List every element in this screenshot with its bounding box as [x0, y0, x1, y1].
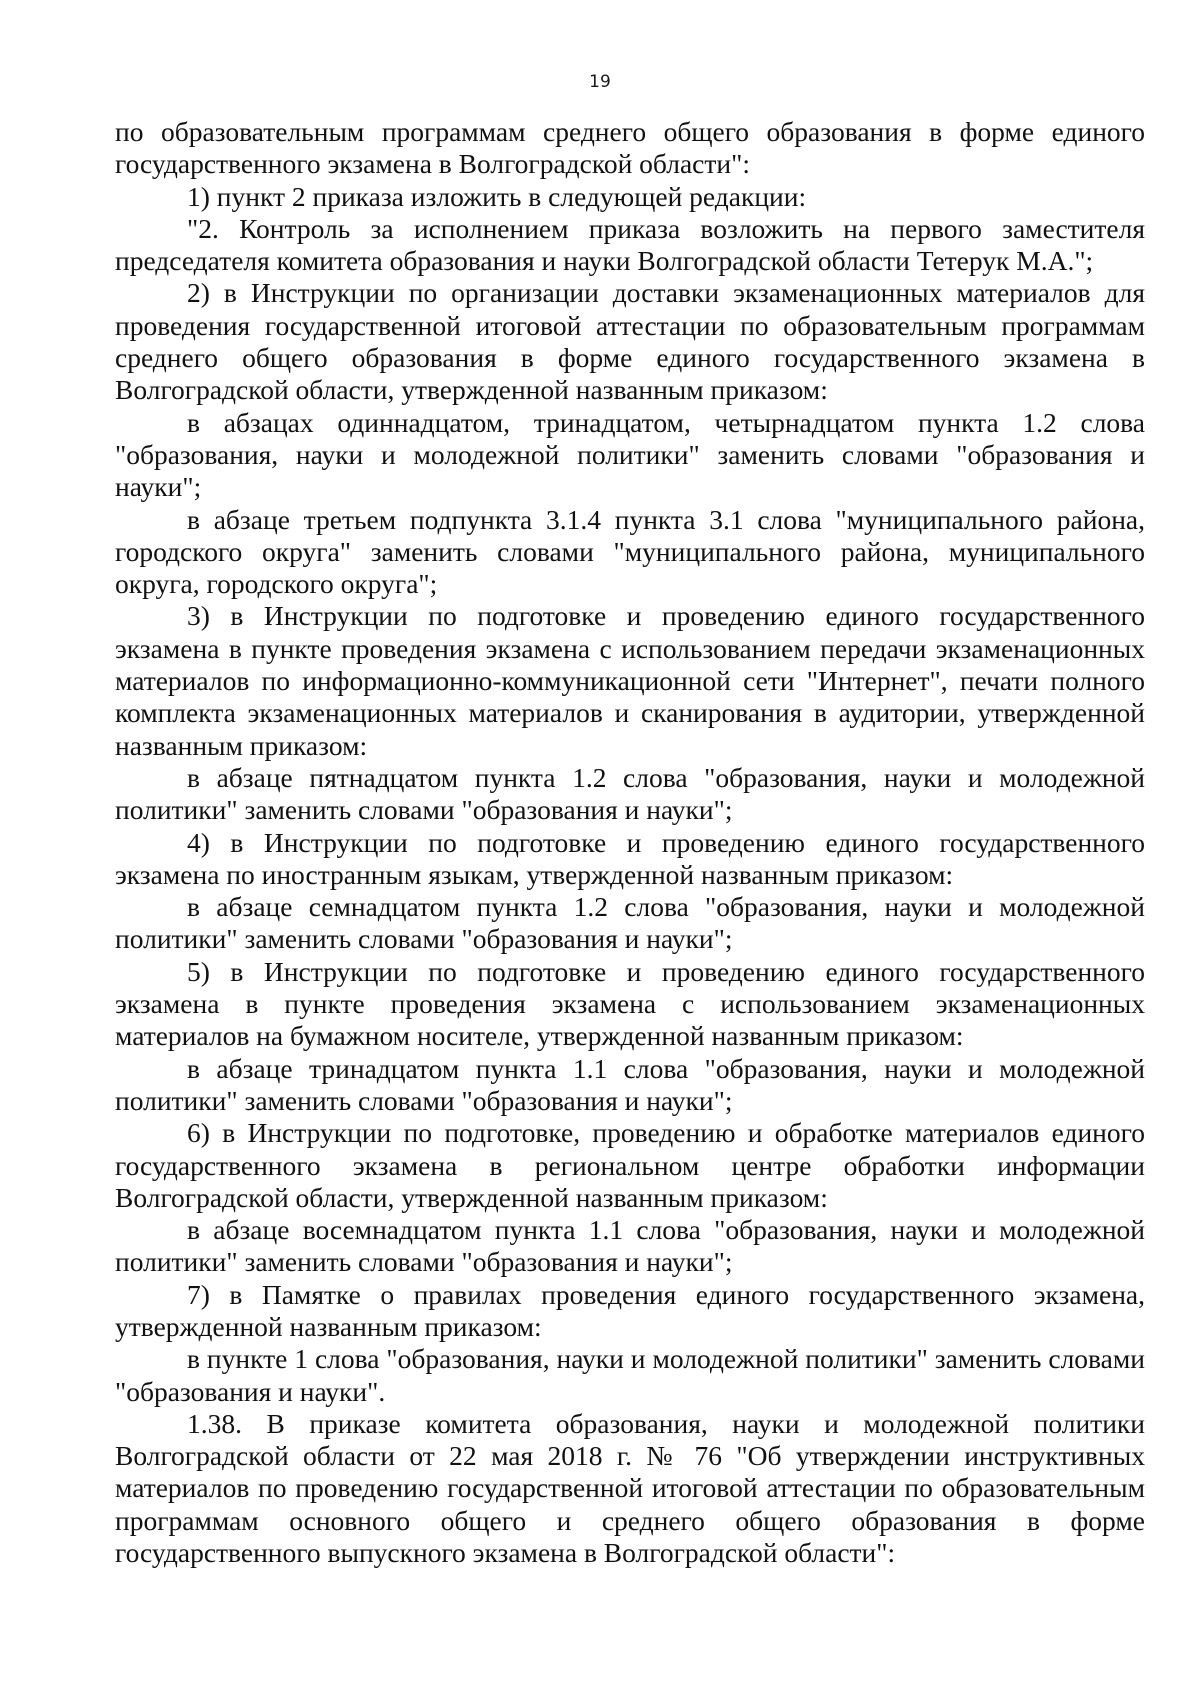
paragraph-quote-control: "2. Контроль за исполнением приказа возложить на первого заместителя председателя комитета образования и науки Волгоградской области Тетерук М.А."; — [115, 212, 1145, 277]
paragraph-item-6: 6) в Инструкции по подготовке, проведению и обработке материалов единого государственного экзамена в региональном центре обработки информации Волгоградской области, утвержденной названным приказом: — [115, 1117, 1145, 1213]
paragraph-item-2: 2) в Инструкции по организации доставки экзаменационных материалов для проведения государственной итоговой аттестации по образовательным программам среднего общего образования в форме единого государственного экзамена в Волгоградской области, утвержденной названным приказом: — [115, 277, 1145, 406]
paragraph-item-4: 4) в Инструкции по подготовке и проведению единого государственного экзамена по иностранным языкам, утвержденной названным приказом: — [115, 826, 1145, 890]
paragraph-item-7-change: в пункте 1 слова "образования, науки и молодежной политики" заменить словами "образования и науки". — [115, 1343, 1145, 1407]
paragraph-item-5-change: в абзаце тринадцатом пункта 1.1 слова "образования, науки и молодежной политики" заменить словами "образования и науки"; — [115, 1052, 1145, 1116]
paragraph-item-7: 7) в Памятке о правилах проведения единого государственного экзамена, утвержденной названным приказом: — [115, 1278, 1145, 1342]
paragraph-section-1-38: 1.38. В приказе комитета образования, науки и молодежной политики Волгоградской области от 22 мая 2018 г. № 76 "Об утверждении инструктивных материалов по проведению государственной итоговой аттестации по образовательным программам основного общего и среднего общего образования в форме государственного выпускного экзамена в Волгоградской области": — [115, 1407, 1145, 1569]
paragraph-item-6-change: в абзаце восемнадцатом пункта 1.1 слова "образования, науки и молодежной политики" заменить словами "образования и науки"; — [115, 1214, 1145, 1278]
paragraph-item-4-change: в абзаце семнадцатом пункта 1.2 слова "образования, науки и молодежной политики" заменить словами "образования и науки"; — [115, 891, 1145, 955]
document-body — [115, 116, 1145, 1569]
paragraph-item-1: 1) пункт 2 приказа изложить в следующей редакции: — [187, 180, 807, 212]
paragraph-item-2-change-1: в абзацах одиннадцатом, тринадцатом, четырнадцатом пункта 1.2 слова "образования, науки и молодежной политики" заменить словами "образования и науки"; — [115, 406, 1145, 503]
paragraph-item-3-change: в абзаце пятнадцатом пункта 1.2 слова "образования, науки и молодежной политики" заменить словами "образования и науки"; — [115, 761, 1145, 826]
paragraph-item-3: 3) в Инструкции по подготовке и проведению единого государственного экзамена в пункте проведения экзамена с использованием передачи экзаменационных материалов по информационно-коммуникационной сети "Интернет", печати полного комплекта экзаменационных материалов и сканирования в аудитории, утвержденной названным приказом: — [115, 600, 1145, 761]
paragraph-item-5: 5) в Инструкции по подготовке и проведению единого государственного экзамена в пункте проведения экзамена с использованием экзаменационных материалов на бумажном носителе, утвержденной названным приказом: — [115, 955, 1145, 1052]
page-number: 19 — [589, 72, 611, 92]
paragraph-item-2-change-2: в абзаце третьем подпункта 3.1.4 пункта 3.1 слова "муниципального района, городского округа" заменить словами "муниципального района, муниципального округа, городского округа"; — [115, 503, 1145, 600]
paragraph-continuation: по образовательным программам среднего общего образования в форме единого государственного экзамена в Волгоградской области": — [115, 116, 1145, 180]
